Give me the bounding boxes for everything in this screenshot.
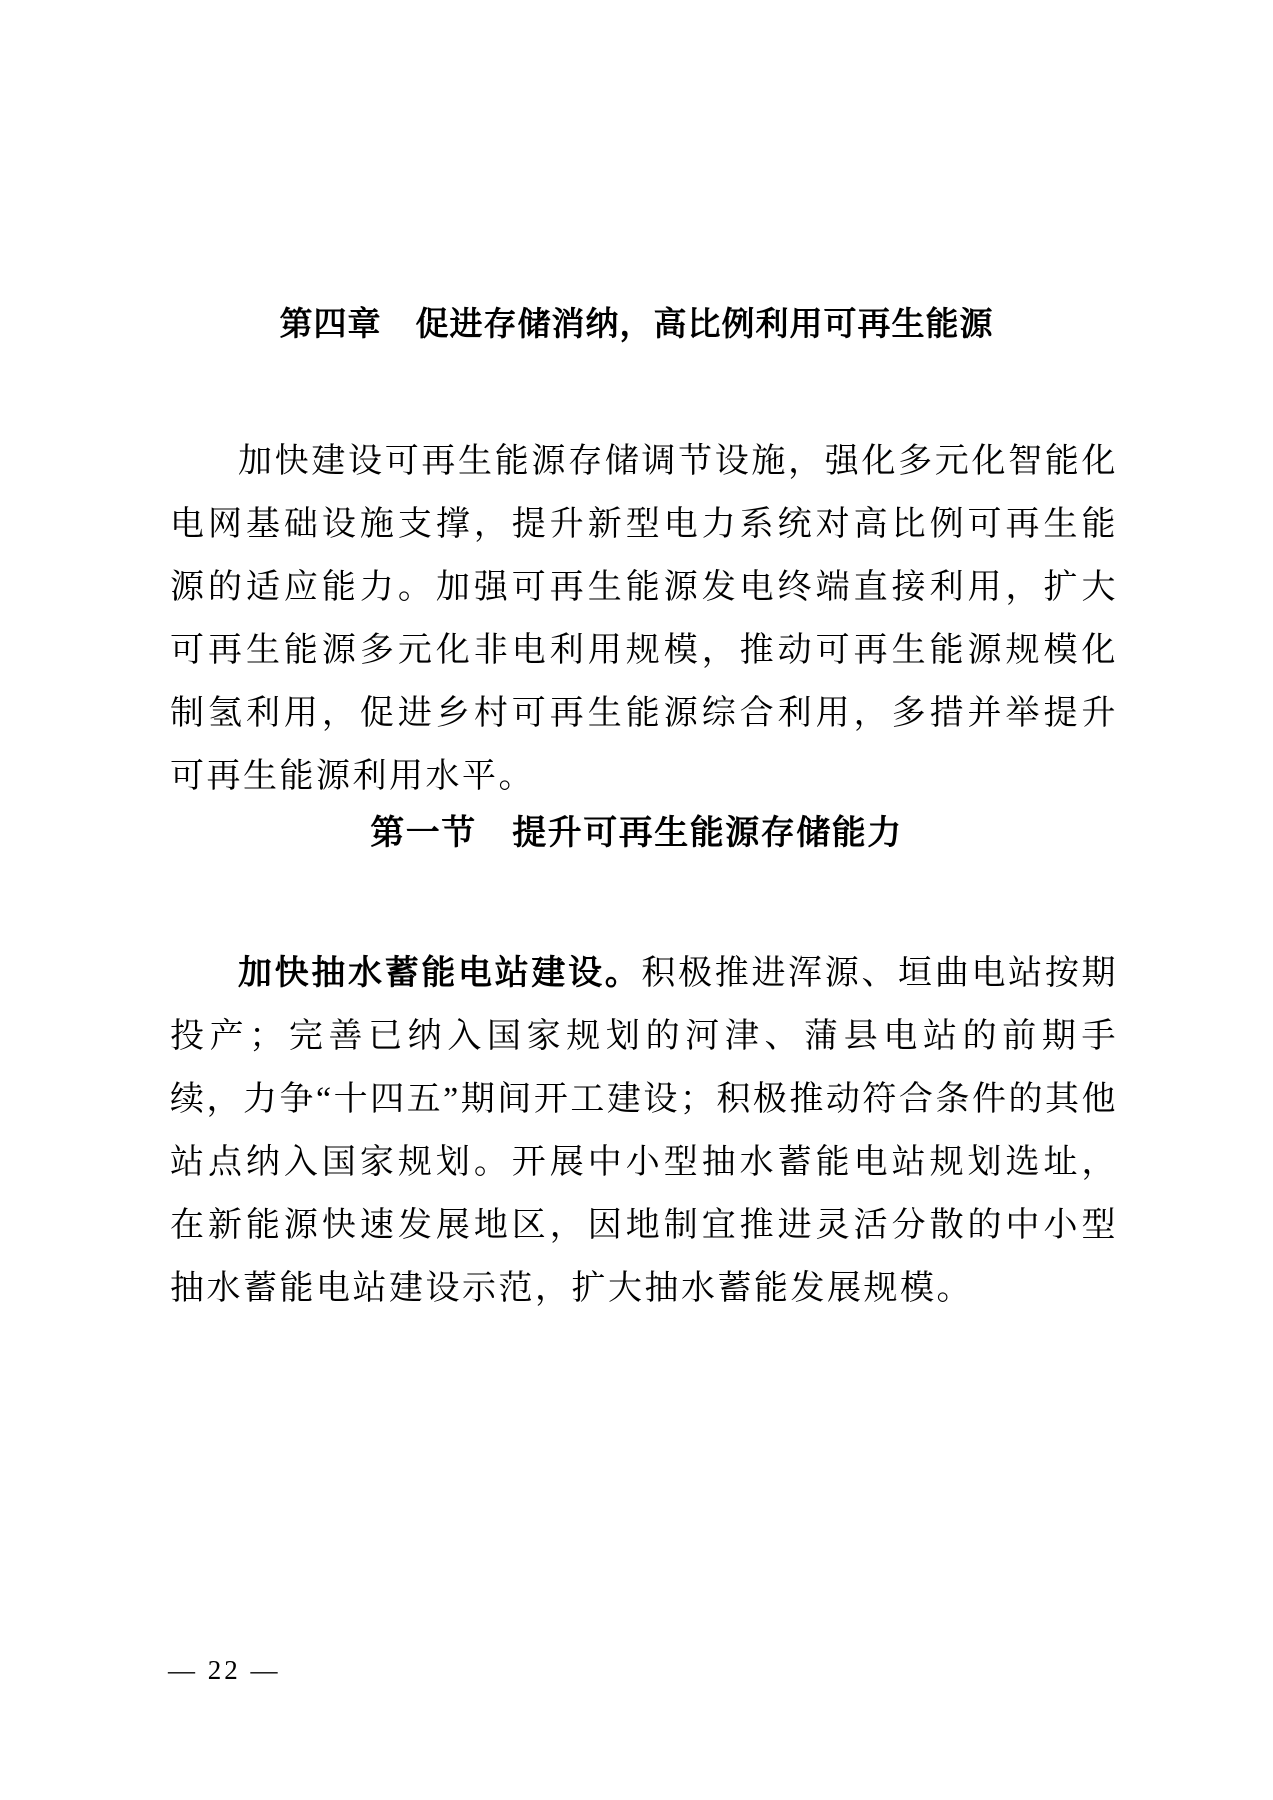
paragraph-overview: 加快建设可再生能源存储调节设施，强化多元化智能化电网基础设施支撑，提升新型电力系统对高比例可再生能源的适应能力。加强可再生能源发电终端直接利用，扩大可再生能源多元化非电利用规模，推动可再生能源规模化制氢利用，促进乡村可再生能源综合利用，多措并举提升可再生能源利用水平。 — [170, 443, 1118, 795]
page-number: — 22 — — [168, 1655, 281, 1685]
section-title: 第一节 提升可再生能源存储能力 — [370, 815, 903, 852]
paragraph-section1-lead-bold: 加快抽水蓄能电站建设。 — [238, 954, 642, 992]
paragraph-section1 — [170, 942, 1118, 1320]
chapter-title: 第四章 促进存储消纳，高比例利用可再生能源 — [279, 305, 994, 342]
paragraph-section1-body-text: 积极推进浑源、垣曲电站按期投产；完善已纳入国家规划的河津、蒲县电站的前期手续，力争“十四五”期间开工建设；积极推动符合条件的其他站点纳入国家规划。开展中小型抽水蓄能电站规划选址，在新能源快速发展地区，因地制宜推进灵活分散的中小型抽水蓄能电站建设示范，扩大抽水蓄能发展规模。 — [170, 955, 1119, 1307]
